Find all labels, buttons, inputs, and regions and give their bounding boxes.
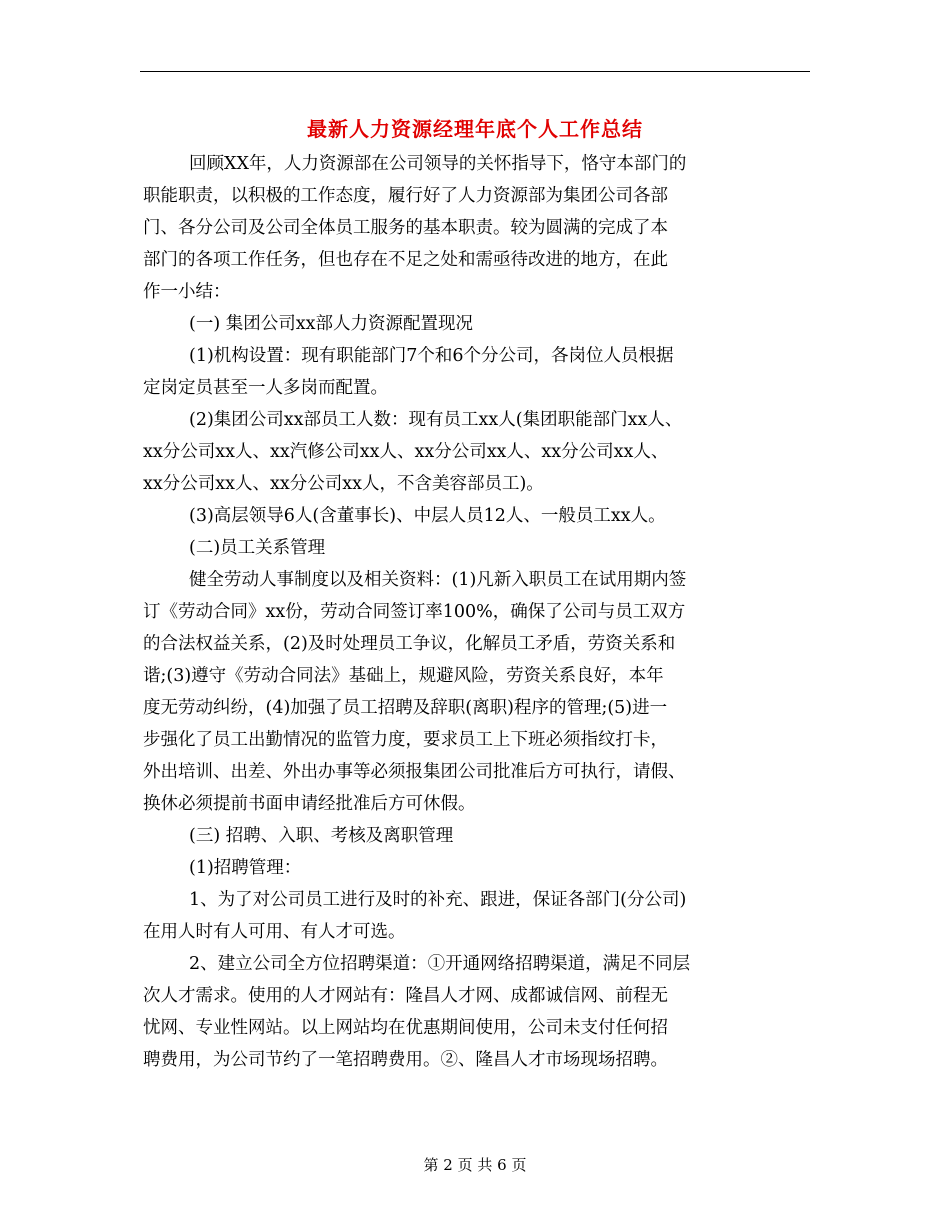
- body-line: 订《劳动合同》xx份，劳动合同签订率100%，确保了公司与员工双方: [143, 602, 686, 622]
- body-line: (3)高层领导6人(含董事长)、中层人员12人、一般员工xx人。: [189, 506, 666, 526]
- body-line: xx分公司xx人、xx分公司xx人，不含美容部员工)。: [143, 474, 544, 494]
- page-footer: 第 2 页 共 6 页: [423, 1156, 527, 1174]
- body-line: xx分公司xx人、xx汽修公司xx人、xx分公司xx人、xx分公司xx人、: [143, 442, 669, 462]
- body-line: 在用人时有人可用、有人才可选。: [143, 922, 406, 942]
- body-line: 谐;(3)遵守《劳动合同法》基础上，规避风险，劳资关系良好，本年: [143, 666, 664, 686]
- body-line: 度无劳动纠纷，(4)加强了员工招聘及辞职(离职)程序的管理;(5)进一: [143, 698, 668, 718]
- body-line: 的合法权益关系，(2)及时处理员工争议，化解员工矛盾，劳资关系和: [143, 634, 676, 654]
- body-line: (1)机构设置：现有职能部门7个和6个分公司，各岗位人员根据: [189, 346, 674, 366]
- body-line: 定岗定员甚至一人多岗而配置。: [143, 378, 388, 398]
- body-line: (2)集团公司xx部员工人数：现有员工xx人(集团职能部门xx人、: [189, 410, 683, 430]
- body-line: 部门的各项工作任务，但也存在不足之处和需亟待改进的地方，在此: [143, 250, 668, 270]
- header-rule: [140, 71, 810, 72]
- body-line: 聘费用，为公司节约了一笔招聘费用。②、隆昌人才市场现场招聘。: [143, 1050, 668, 1070]
- section-heading: (一) 集团公司xx部人力资源配置现况: [189, 314, 473, 334]
- body-line: 步强化了员工出勤情况的监管力度，要求员工上下班必须指纹打卡，: [143, 730, 668, 750]
- body-line: 外出培训、出差、外出办事等必须报集团公司批准后方可执行，请假、: [143, 762, 686, 782]
- document-title: 最新人力资源经理年底个人工作总结: [307, 117, 643, 141]
- body-line: 门、各分公司及公司全体员工服务的基本职责。较为圆满的完成了本: [143, 218, 668, 238]
- body-line: 健全劳动人事制度以及相关资料：(1)凡新入职员工在试用期内签: [189, 570, 687, 590]
- document-body: [143, 148, 813, 1076]
- body-line: 次人才需求。使用的人才网站有：隆昌人才网、成都诚信网、前程无: [143, 986, 668, 1006]
- section-heading: (三) 招聘、入职、考核及离职管理: [189, 826, 454, 846]
- body-line: 回顾XX年，人力资源部在公司领导的关怀指导下，恪守本部门的: [189, 154, 687, 174]
- section-heading: (二)员工关系管理: [189, 538, 326, 558]
- body-line: 1、为了对公司员工进行及时的补充、跟进，保证各部门(分公司): [189, 890, 687, 910]
- subsection-heading: (1)招聘管理：: [189, 858, 302, 878]
- body-line: 2、建立公司全方位招聘渠道：①开通网络招聘渠道，满足不同层: [189, 954, 691, 974]
- body-line: 忧网、专业性网站。以上网站均在优惠期间使用，公司未支付任何招: [143, 1018, 668, 1038]
- body-line: 职能职责，以积极的工作态度，履行好了人力资源部为集团公司各部: [143, 186, 668, 206]
- body-line: 换休必须提前书面申请经批准后方可休假。: [143, 794, 476, 814]
- body-line: 作一小结：: [143, 282, 231, 302]
